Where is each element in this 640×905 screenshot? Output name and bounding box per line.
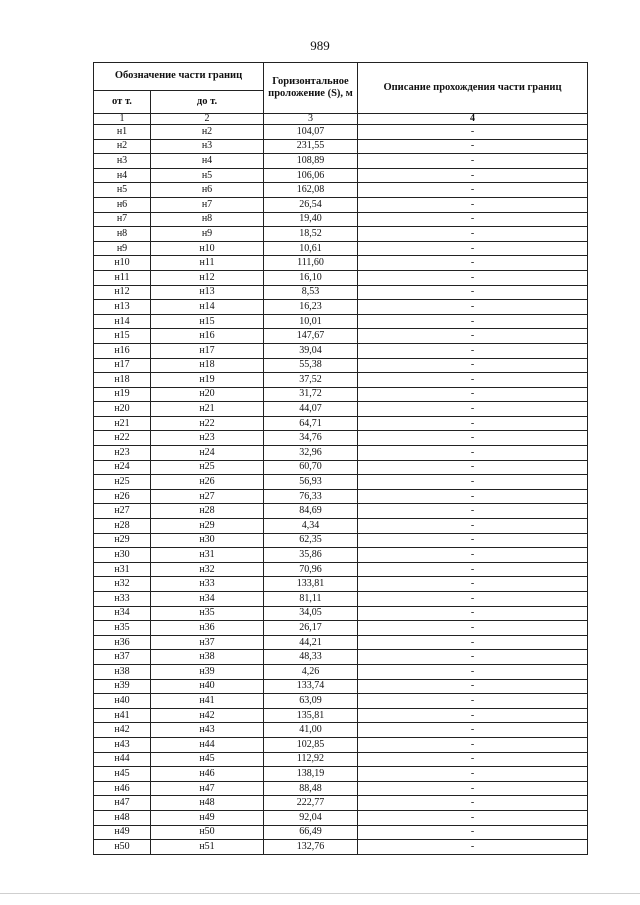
point-to-cell: н23: [151, 431, 264, 446]
description-cell: -: [358, 125, 588, 140]
description-cell: -: [358, 489, 588, 504]
description-cell: -: [358, 256, 588, 271]
description-cell: -: [358, 431, 588, 446]
description-cell: -: [358, 154, 588, 169]
point-from-cell: н24: [94, 460, 151, 475]
point-to-cell: н28: [151, 504, 264, 519]
distance-cell: 62,35: [264, 533, 358, 548]
description-cell: -: [358, 168, 588, 183]
point-to-cell: н37: [151, 635, 264, 650]
description-cell: -: [358, 664, 588, 679]
point-from-cell: н13: [94, 300, 151, 315]
point-from-cell: н17: [94, 358, 151, 373]
table-row: [94, 329, 588, 344]
distance-cell: 16,23: [264, 300, 358, 315]
distance-cell: 16,10: [264, 270, 358, 285]
point-to-cell: н49: [151, 810, 264, 825]
distance-cell: 44,21: [264, 635, 358, 650]
table-row: [94, 314, 588, 329]
distance-cell: 76,33: [264, 489, 358, 504]
description-cell: -: [358, 606, 588, 621]
description-cell: -: [358, 241, 588, 256]
distance-cell: 138,19: [264, 767, 358, 782]
point-from-cell: н39: [94, 679, 151, 694]
table-row: [94, 796, 588, 811]
table-row: [94, 737, 588, 752]
distance-cell: 133,74: [264, 679, 358, 694]
distance-cell: 64,71: [264, 416, 358, 431]
boundary-table: [93, 62, 588, 855]
description-cell: -: [358, 694, 588, 709]
table-row: [94, 767, 588, 782]
description-cell: -: [358, 402, 588, 417]
description-cell: -: [358, 343, 588, 358]
point-from-cell: н5: [94, 183, 151, 198]
description-cell: -: [358, 635, 588, 650]
point-from-cell: н48: [94, 810, 151, 825]
point-to-cell: н38: [151, 650, 264, 665]
distance-cell: 106,06: [264, 168, 358, 183]
table-row: [94, 402, 588, 417]
point-from-cell: н38: [94, 664, 151, 679]
description-cell: -: [358, 781, 588, 796]
point-to-cell: н43: [151, 723, 264, 738]
table-row: [94, 592, 588, 607]
description-cell: -: [358, 592, 588, 607]
point-to-cell: н21: [151, 402, 264, 417]
point-from-cell: н47: [94, 796, 151, 811]
description-cell: -: [358, 504, 588, 519]
table-row: [94, 227, 588, 242]
point-to-cell: н10: [151, 241, 264, 256]
description-cell: -: [358, 212, 588, 227]
point-from-cell: н9: [94, 241, 151, 256]
description-cell: -: [358, 227, 588, 242]
distance-cell: 81,11: [264, 592, 358, 607]
point-to-cell: н5: [151, 168, 264, 183]
description-cell: -: [358, 562, 588, 577]
point-from-cell: н45: [94, 767, 151, 782]
point-from-cell: н28: [94, 519, 151, 534]
distance-cell: 84,69: [264, 504, 358, 519]
point-from-cell: н22: [94, 431, 151, 446]
distance-cell: 88,48: [264, 781, 358, 796]
point-to-cell: н7: [151, 197, 264, 212]
table-row: [94, 256, 588, 271]
description-cell: -: [358, 329, 588, 344]
distance-cell: 133,81: [264, 577, 358, 592]
table-row: [94, 810, 588, 825]
description-cell: -: [358, 737, 588, 752]
description-cell: -: [358, 285, 588, 300]
point-to-cell: н8: [151, 212, 264, 227]
point-from-cell: н46: [94, 781, 151, 796]
distance-cell: 39,04: [264, 343, 358, 358]
description-cell: -: [358, 796, 588, 811]
point-to-cell: н47: [151, 781, 264, 796]
table-row: [94, 300, 588, 315]
description-cell: -: [358, 840, 588, 855]
point-to-cell: н20: [151, 387, 264, 402]
distance-cell: 147,67: [264, 329, 358, 344]
table-row: [94, 446, 588, 461]
point-from-cell: н10: [94, 256, 151, 271]
distance-cell: 56,93: [264, 475, 358, 490]
table-row: [94, 635, 588, 650]
table-row: [94, 358, 588, 373]
distance-cell: 4,26: [264, 664, 358, 679]
table-row: [94, 373, 588, 388]
table-row: [94, 154, 588, 169]
table-row: [94, 840, 588, 855]
description-cell: -: [358, 387, 588, 402]
description-cell: -: [358, 723, 588, 738]
point-from-cell: н27: [94, 504, 151, 519]
point-to-cell: н19: [151, 373, 264, 388]
table-row: [94, 533, 588, 548]
point-to-cell: н16: [151, 329, 264, 344]
point-to-cell: н2: [151, 125, 264, 140]
column-number: 3: [264, 114, 358, 125]
point-from-cell: н21: [94, 416, 151, 431]
point-to-cell: н11: [151, 256, 264, 271]
description-cell: -: [358, 533, 588, 548]
page-bottom-edge: [0, 893, 640, 894]
distance-cell: 70,96: [264, 562, 358, 577]
description-cell: -: [358, 650, 588, 665]
distance-cell: 112,92: [264, 752, 358, 767]
point-to-cell: н26: [151, 475, 264, 490]
point-to-cell: н18: [151, 358, 264, 373]
point-from-cell: н4: [94, 168, 151, 183]
description-cell: -: [358, 548, 588, 563]
page-number: 989: [310, 38, 330, 53]
table-row: [94, 504, 588, 519]
description-cell: -: [358, 460, 588, 475]
point-to-cell: н42: [151, 708, 264, 723]
point-to-cell: н17: [151, 343, 264, 358]
point-from-cell: н29: [94, 533, 151, 548]
table-row: [94, 270, 588, 285]
point-to-cell: н9: [151, 227, 264, 242]
point-from-cell: н19: [94, 387, 151, 402]
point-to-cell: н15: [151, 314, 264, 329]
point-from-cell: н40: [94, 694, 151, 709]
point-from-cell: н34: [94, 606, 151, 621]
description-cell: -: [358, 373, 588, 388]
point-to-cell: н40: [151, 679, 264, 694]
distance-cell: 37,52: [264, 373, 358, 388]
description-cell: -: [358, 183, 588, 198]
table-row: [94, 548, 588, 563]
distance-cell: 135,81: [264, 708, 358, 723]
table-row: [94, 139, 588, 154]
point-from-cell: н8: [94, 227, 151, 242]
description-cell: -: [358, 679, 588, 694]
description-cell: -: [358, 621, 588, 636]
point-from-cell: н11: [94, 270, 151, 285]
point-from-cell: н2: [94, 139, 151, 154]
point-from-cell: н3: [94, 154, 151, 169]
point-to-cell: н41: [151, 694, 264, 709]
point-from-cell: н37: [94, 650, 151, 665]
point-from-cell: н36: [94, 635, 151, 650]
table-row: [94, 708, 588, 723]
point-to-cell: н31: [151, 548, 264, 563]
description-cell: -: [358, 810, 588, 825]
distance-cell: 19,40: [264, 212, 358, 227]
distance-cell: 4,34: [264, 519, 358, 534]
distance-cell: 55,38: [264, 358, 358, 373]
column-number: 1: [94, 114, 151, 125]
description-cell: -: [358, 767, 588, 782]
description-cell: -: [358, 300, 588, 315]
point-from-cell: н42: [94, 723, 151, 738]
point-from-cell: н25: [94, 475, 151, 490]
point-to-cell: н44: [151, 737, 264, 752]
description-cell: -: [358, 825, 588, 840]
point-from-cell: н7: [94, 212, 151, 227]
distance-cell: 32,96: [264, 446, 358, 461]
point-to-cell: н29: [151, 519, 264, 534]
point-from-cell: н1: [94, 125, 151, 140]
distance-cell: 48,33: [264, 650, 358, 665]
point-from-cell: н23: [94, 446, 151, 461]
distance-cell: 35,86: [264, 548, 358, 563]
point-from-cell: н41: [94, 708, 151, 723]
distance-cell: 108,89: [264, 154, 358, 169]
point-from-cell: н33: [94, 592, 151, 607]
point-to-cell: н36: [151, 621, 264, 636]
point-to-cell: н39: [151, 664, 264, 679]
description-cell: -: [358, 270, 588, 285]
table-row: [94, 562, 588, 577]
distance-cell: 231,55: [264, 139, 358, 154]
distance-cell: 18,52: [264, 227, 358, 242]
table-row: [94, 343, 588, 358]
description-cell: -: [358, 752, 588, 767]
point-to-cell: н13: [151, 285, 264, 300]
point-to-cell: н48: [151, 796, 264, 811]
point-from-cell: н30: [94, 548, 151, 563]
distance-cell: 60,70: [264, 460, 358, 475]
table-row: [94, 387, 588, 402]
table-row: [94, 241, 588, 256]
point-from-cell: н31: [94, 562, 151, 577]
table-row: [94, 475, 588, 490]
point-from-cell: н44: [94, 752, 151, 767]
description-cell: -: [358, 139, 588, 154]
distance-cell: 63,09: [264, 694, 358, 709]
header-description: Описание прохождения части границ: [358, 63, 588, 114]
header-from: от т.: [94, 91, 151, 114]
point-from-cell: н35: [94, 621, 151, 636]
point-to-cell: н14: [151, 300, 264, 315]
point-to-cell: н34: [151, 592, 264, 607]
point-to-cell: н51: [151, 840, 264, 855]
distance-cell: 41,00: [264, 723, 358, 738]
point-to-cell: н4: [151, 154, 264, 169]
point-from-cell: н16: [94, 343, 151, 358]
point-to-cell: н27: [151, 489, 264, 504]
distance-cell: 92,04: [264, 810, 358, 825]
table-row: [94, 416, 588, 431]
table-row: [94, 125, 588, 140]
table-body: [94, 125, 588, 855]
distance-cell: 10,01: [264, 314, 358, 329]
description-cell: -: [358, 708, 588, 723]
description-cell: -: [358, 358, 588, 373]
column-number: 4: [358, 114, 588, 125]
description-cell: -: [358, 314, 588, 329]
distance-cell: 26,17: [264, 621, 358, 636]
point-from-cell: н15: [94, 329, 151, 344]
header-group-label: Обозначение части границ: [94, 63, 264, 91]
header-distance: Горизонтальное проложение (S), м: [264, 63, 358, 114]
table-row: [94, 825, 588, 840]
table-row: [94, 752, 588, 767]
table-row: [94, 489, 588, 504]
point-to-cell: н33: [151, 577, 264, 592]
point-to-cell: н45: [151, 752, 264, 767]
point-to-cell: н25: [151, 460, 264, 475]
description-cell: -: [358, 519, 588, 534]
point-from-cell: н6: [94, 197, 151, 212]
distance-cell: 222,77: [264, 796, 358, 811]
table-row: [94, 694, 588, 709]
point-to-cell: н46: [151, 767, 264, 782]
distance-cell: 10,61: [264, 241, 358, 256]
header-to: до т.: [151, 91, 264, 114]
point-from-cell: н18: [94, 373, 151, 388]
description-cell: -: [358, 475, 588, 490]
distance-cell: 34,76: [264, 431, 358, 446]
point-from-cell: н49: [94, 825, 151, 840]
point-to-cell: н30: [151, 533, 264, 548]
point-to-cell: н12: [151, 270, 264, 285]
column-number: 2: [151, 114, 264, 125]
table-row: [94, 650, 588, 665]
description-cell: -: [358, 416, 588, 431]
point-from-cell: н43: [94, 737, 151, 752]
distance-cell: 8,53: [264, 285, 358, 300]
distance-cell: 162,08: [264, 183, 358, 198]
point-from-cell: н12: [94, 285, 151, 300]
table-row: [94, 723, 588, 738]
column-number-row: [94, 114, 588, 125]
table-row: [94, 285, 588, 300]
distance-cell: 31,72: [264, 387, 358, 402]
table-row: [94, 519, 588, 534]
point-to-cell: н32: [151, 562, 264, 577]
point-to-cell: н22: [151, 416, 264, 431]
distance-cell: 34,05: [264, 606, 358, 621]
point-from-cell: н32: [94, 577, 151, 592]
table-row: [94, 212, 588, 227]
point-to-cell: н6: [151, 183, 264, 198]
table-row: [94, 460, 588, 475]
table-row: [94, 431, 588, 446]
description-cell: -: [358, 197, 588, 212]
point-from-cell: н20: [94, 402, 151, 417]
distance-cell: 66,49: [264, 825, 358, 840]
description-cell: -: [358, 446, 588, 461]
point-from-cell: н26: [94, 489, 151, 504]
table-row: [94, 168, 588, 183]
table-row: [94, 197, 588, 212]
distance-cell: 44,07: [264, 402, 358, 417]
distance-cell: 132,76: [264, 840, 358, 855]
distance-cell: 26,54: [264, 197, 358, 212]
description-cell: -: [358, 577, 588, 592]
table-row: [94, 606, 588, 621]
table-row: [94, 621, 588, 636]
point-to-cell: н24: [151, 446, 264, 461]
table-row: [94, 781, 588, 796]
distance-cell: 102,85: [264, 737, 358, 752]
table-row: [94, 679, 588, 694]
distance-cell: 104,07: [264, 125, 358, 140]
point-to-cell: н50: [151, 825, 264, 840]
point-from-cell: н50: [94, 840, 151, 855]
point-from-cell: н14: [94, 314, 151, 329]
point-to-cell: н3: [151, 139, 264, 154]
table-row: [94, 183, 588, 198]
distance-cell: 111,60: [264, 256, 358, 271]
point-to-cell: н35: [151, 606, 264, 621]
table-row: [94, 577, 588, 592]
table-row: [94, 664, 588, 679]
